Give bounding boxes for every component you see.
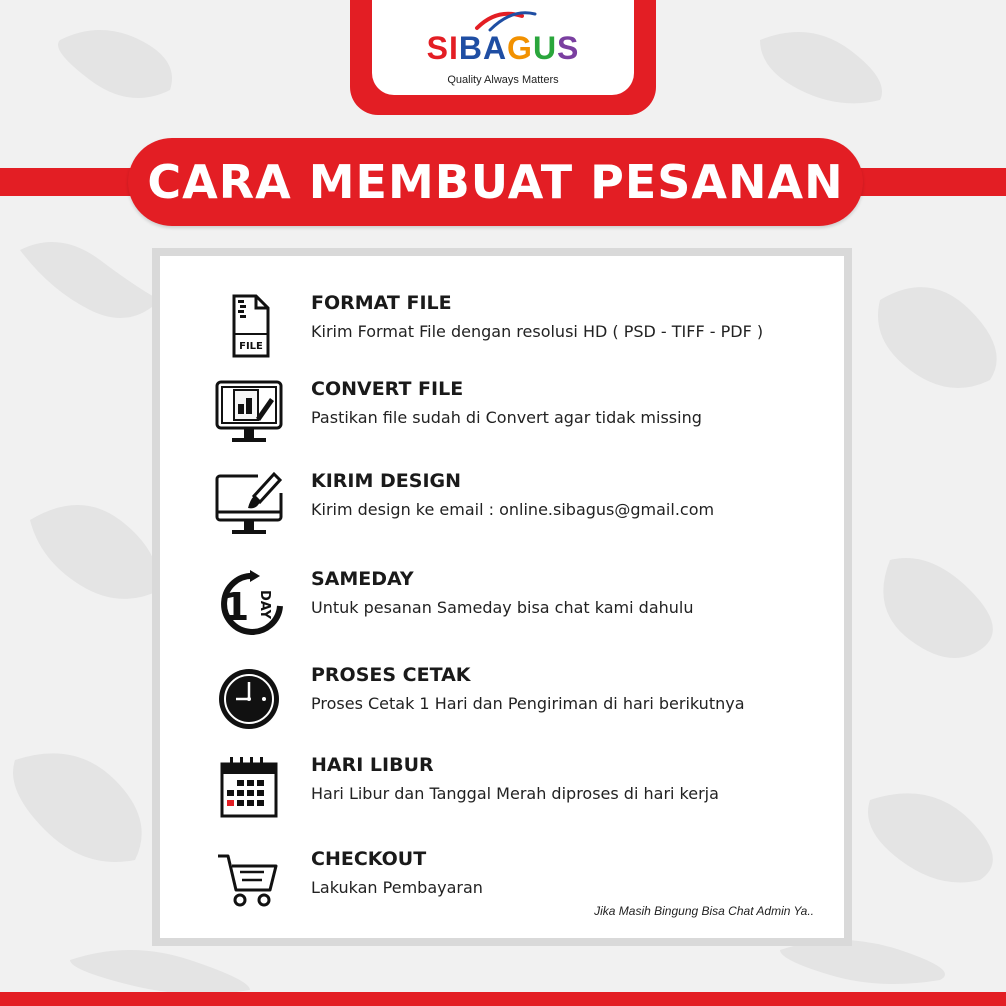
calendar-icon: [214, 754, 284, 824]
step-description: Lakukan Pembayaran: [311, 878, 483, 897]
cart-icon: [214, 848, 284, 918]
svg-text:1: 1: [222, 585, 250, 629]
title-banner: [128, 138, 863, 226]
brand-letter: U: [532, 30, 558, 66]
steps-panel-inner: [160, 256, 844, 938]
step-title: FORMAT FILE: [311, 292, 452, 314]
brand-letter: S: [557, 30, 580, 66]
step-description: Proses Cetak 1 Hari dan Pengiriman di hari berikutnya: [311, 694, 745, 713]
step-description: Untuk pesanan Sameday bisa chat kami dahulu: [311, 598, 694, 617]
one-day-icon: [214, 568, 284, 638]
step-description: Kirim design ke email : online.sibagus@gmail.com: [311, 500, 715, 519]
brand-tagline: Quality Always Matters: [447, 74, 559, 86]
brand-letter: S: [426, 30, 449, 66]
file-icon: [214, 292, 284, 362]
brand-letter: G: [507, 30, 533, 66]
svg-text:DAY: DAY: [257, 590, 272, 620]
logo: [372, 0, 634, 95]
brand-name: [372, 30, 634, 67]
step-description: Hari Libur dan Tanggal Merah diproses di hari kerja: [311, 784, 719, 803]
step-description: Kirim Format File dengan resolusi HD ( PSD - TIFF - PDF ): [311, 322, 764, 341]
brand-letter: A: [482, 30, 508, 66]
bottom-bar: [0, 992, 1006, 1006]
step-title: SAMEDAY: [311, 568, 414, 590]
step-title: PROSES CETAK: [311, 664, 471, 686]
step-title: CONVERT FILE: [311, 378, 464, 400]
logo-tab: [350, 0, 656, 115]
step-title: CHECKOUT: [311, 848, 427, 870]
monitor-brush-icon: [214, 470, 284, 540]
clock-icon: [214, 664, 284, 734]
step-description: Pastikan file sudah di Convert agar tidak missing: [311, 408, 702, 427]
svg-text:FILE: FILE: [239, 341, 263, 352]
page-title: CARA MEMBUAT PESANAN: [147, 155, 844, 209]
step-title: HARI LIBUR: [311, 754, 434, 776]
step-title: KIRIM DESIGN: [311, 470, 462, 492]
monitor-design-icon: [214, 378, 284, 448]
brand-letter: B: [458, 30, 483, 66]
steps-panel: [152, 248, 852, 946]
brand-letter: I: [448, 30, 459, 66]
help-note: Jika Masih Bingung Bisa Chat Admin Ya..: [594, 904, 814, 918]
